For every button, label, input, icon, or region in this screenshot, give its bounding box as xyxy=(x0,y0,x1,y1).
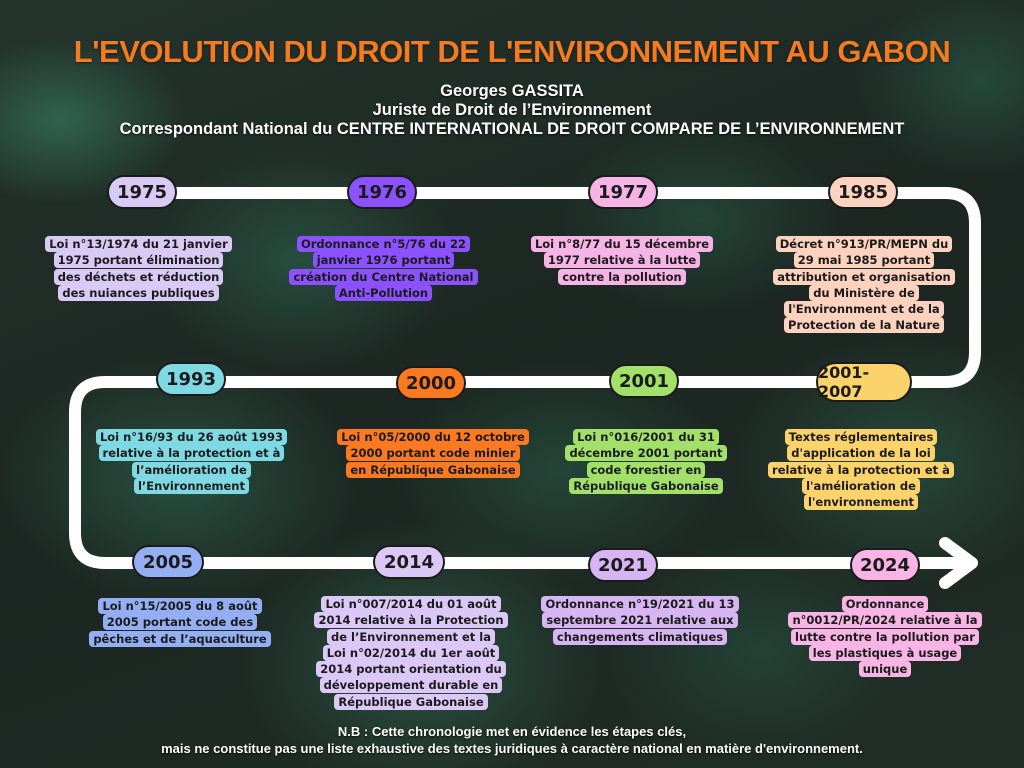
event-line: Ordonnance n°19/2021 du 13 xyxy=(541,596,738,612)
event-line: janvier 1976 portant xyxy=(313,252,455,268)
author-affiliation: Correspondant National du CENTRE INTERNATIONAL DE DROIT COMPARE DE L’ENVIRONNEMENT xyxy=(119,120,905,138)
event-line: Loi n°15/2005 du 8 août xyxy=(98,598,261,614)
event-2001-2007 xyxy=(752,429,970,510)
event-line: 1977 relative à la lutte xyxy=(544,252,700,268)
event-line: l’amélioration de xyxy=(132,462,251,478)
event-line: 2000 portant code minier xyxy=(346,445,519,461)
event-line: 2014 relative à la Protection xyxy=(314,612,507,628)
event-line: Anti-Pollution xyxy=(335,285,432,301)
event-line: Protection de la Nature xyxy=(784,317,944,333)
event-line: Loi n°05/2000 du 12 octobre xyxy=(337,429,529,445)
year-badge-2001: 2001 xyxy=(609,364,679,398)
year-badge-2000: 2000 xyxy=(396,366,466,400)
event-2024 xyxy=(774,596,996,677)
author-role: Juriste de Droit de l’Environnement xyxy=(372,101,652,119)
event-line: l'Environnment et de la xyxy=(784,301,943,317)
event-1993 xyxy=(84,429,299,494)
year-badge-2005: 2005 xyxy=(132,545,204,579)
event-1976 xyxy=(276,236,491,301)
author-name: Georges GASSITA xyxy=(440,82,584,100)
event-line: création du Centre National xyxy=(289,269,477,285)
event-line: 29 mai 1985 portant xyxy=(794,252,934,268)
event-line: des nuiances publiques xyxy=(58,285,218,301)
event-line: Ordonnance xyxy=(842,596,929,612)
event-line: pêches et de l’aquaculture xyxy=(89,631,270,647)
event-1985 xyxy=(756,236,972,334)
event-line: attribution et organisation xyxy=(773,269,954,285)
event-line: République Gabonaise xyxy=(334,694,487,710)
event-line: unique xyxy=(859,661,912,677)
event-line: 1975 portant élimination xyxy=(54,252,224,268)
event-line: les plastiques à usage xyxy=(809,645,961,661)
event-1975 xyxy=(36,236,241,301)
event-line: en République Gabonaise xyxy=(346,462,519,478)
event-line: développement durable en xyxy=(320,677,503,693)
year-badge-2014: 2014 xyxy=(373,545,445,579)
year-badge-1993: 1993 xyxy=(156,362,226,396)
event-line: décembre 2001 portant xyxy=(565,445,726,461)
year-badge-2001-2007: 2001-2007 xyxy=(816,362,912,402)
event-line: République Gabonaise xyxy=(569,478,722,494)
event-line: Loi n°8/77 du 15 décembre xyxy=(531,236,713,252)
event-line: Loi n°007/2014 du 01 août xyxy=(321,596,500,612)
year-badge-2024: 2024 xyxy=(850,548,920,582)
footnote-line-2: mais ne constitue pas une liste exhaustive des textes juridiques à caractère national en matière d'environnement. xyxy=(161,741,863,756)
event-line: Loi n°016/2001 du 31 xyxy=(573,429,719,445)
event-line: relative à la protection et à xyxy=(768,462,954,478)
event-line: 2014 portant orientation du xyxy=(316,661,505,677)
event-line: Décret n°913/PR/MEPN du xyxy=(776,236,953,252)
year-badge-2021: 2021 xyxy=(588,548,658,582)
event-line: lutte contre la pollution par xyxy=(791,629,979,645)
event-line: code forestier en xyxy=(587,462,706,478)
event-line: changements climatiques xyxy=(553,629,727,645)
event-line: du Ministère de xyxy=(809,285,919,301)
page-title: L'EVOLUTION DU DROIT DE L'ENVIRONNEMENT AU GABON xyxy=(73,34,951,69)
event-2001 xyxy=(556,429,736,494)
year-badge-1985: 1985 xyxy=(828,175,898,209)
year-badge-1976: 1976 xyxy=(347,175,417,209)
event-2021 xyxy=(530,596,750,645)
event-line: septembre 2021 relative aux xyxy=(542,612,737,628)
event-line: n°0012/PR/2024 relative à la xyxy=(788,612,981,628)
event-2005 xyxy=(80,598,280,647)
event-line: Ordonnance n°5/76 du 22 xyxy=(297,236,470,252)
event-line: Textes réglementaires xyxy=(785,429,938,445)
event-line: 2005 portant code des xyxy=(103,614,257,630)
event-1977 xyxy=(517,236,727,285)
footnote-line-1: N.B : Cette chronologie met en évidence les étapes clés, xyxy=(337,724,687,739)
event-line: Loi n°02/2014 du 1er août xyxy=(323,645,500,661)
event-line: relative à la protection et à xyxy=(99,445,285,461)
event-line: de l’Environnement et la xyxy=(327,629,495,645)
event-line: Loi n°13/1974 du 21 janvier xyxy=(45,236,232,252)
event-line: l'amélioration de xyxy=(802,478,920,494)
year-badge-1975: 1975 xyxy=(107,175,177,209)
event-line: des déchets et réduction xyxy=(54,269,224,285)
event-line: Loi n°16/93 du 26 août 1993 xyxy=(96,429,287,445)
event-line: contre la pollution xyxy=(558,269,685,285)
event-2014 xyxy=(302,596,520,710)
event-2000 xyxy=(322,429,544,478)
year-badge-1977: 1977 xyxy=(588,175,658,209)
event-line: d'application de la loi xyxy=(787,445,935,461)
event-line: l'environnement xyxy=(804,494,918,510)
event-line: l’Environnement xyxy=(134,478,249,494)
